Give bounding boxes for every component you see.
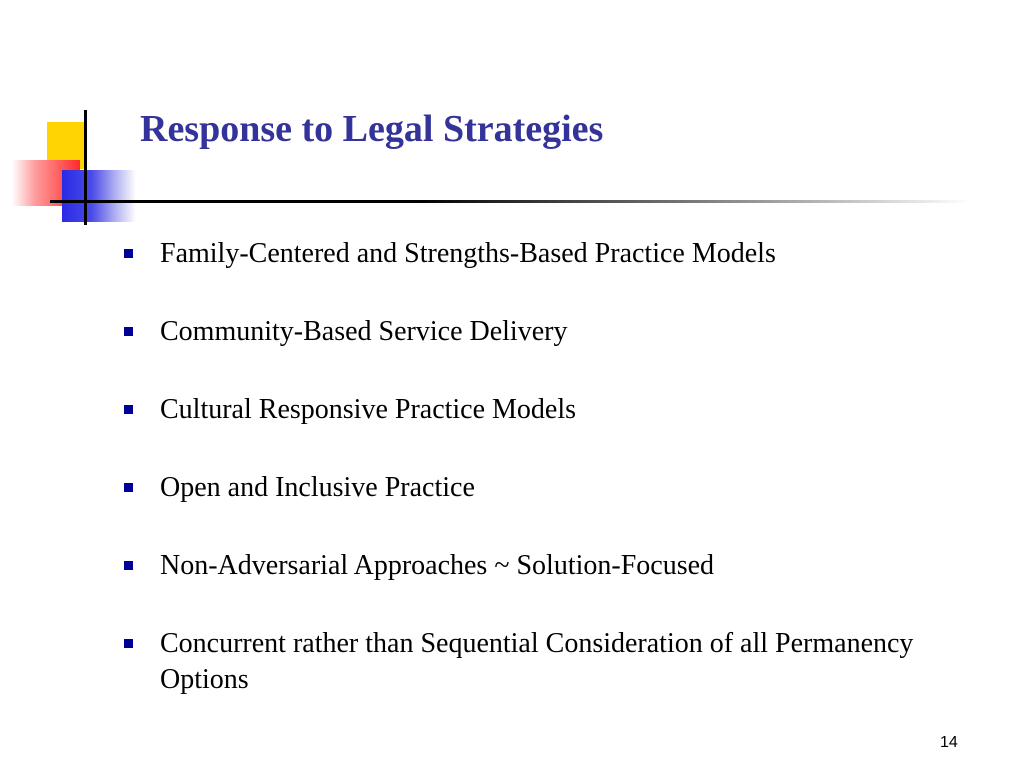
square-bullet-icon [124, 561, 133, 570]
slide-title: Response to Legal Strategies [140, 108, 604, 150]
bullet-text: Community-Based Service Delivery [160, 316, 568, 347]
square-bullet-icon [124, 483, 133, 492]
blue-gradient-decoration [62, 170, 136, 222]
bullet-item [122, 548, 942, 584]
bullet-text: Open and Inclusive Practice [160, 472, 475, 503]
bullet-item [122, 626, 942, 698]
bullet-text: Family-Centered and Strengths-Based Practice Models [160, 238, 776, 269]
page-number: 14 [940, 734, 958, 751]
bullet-item [122, 314, 942, 350]
decorative-logo-graphic [0, 0, 150, 240]
title-underline-rule [50, 200, 970, 203]
bullet-item [122, 392, 942, 428]
bullet-list [122, 236, 942, 740]
bullet-item [122, 470, 942, 506]
bullet-text: Concurrent rather than Sequential Consideration of all Permanency Options [160, 628, 914, 695]
bullet-item [122, 236, 942, 272]
square-bullet-icon [124, 639, 133, 648]
bullet-text: Non-Adversarial Approaches ~ Solution-Focused [160, 550, 715, 581]
square-bullet-icon [124, 405, 133, 414]
square-bullet-icon [124, 249, 133, 258]
bullet-text: Cultural Responsive Practice Models [160, 394, 577, 425]
vertical-rule [84, 110, 87, 225]
square-bullet-icon [124, 327, 133, 336]
